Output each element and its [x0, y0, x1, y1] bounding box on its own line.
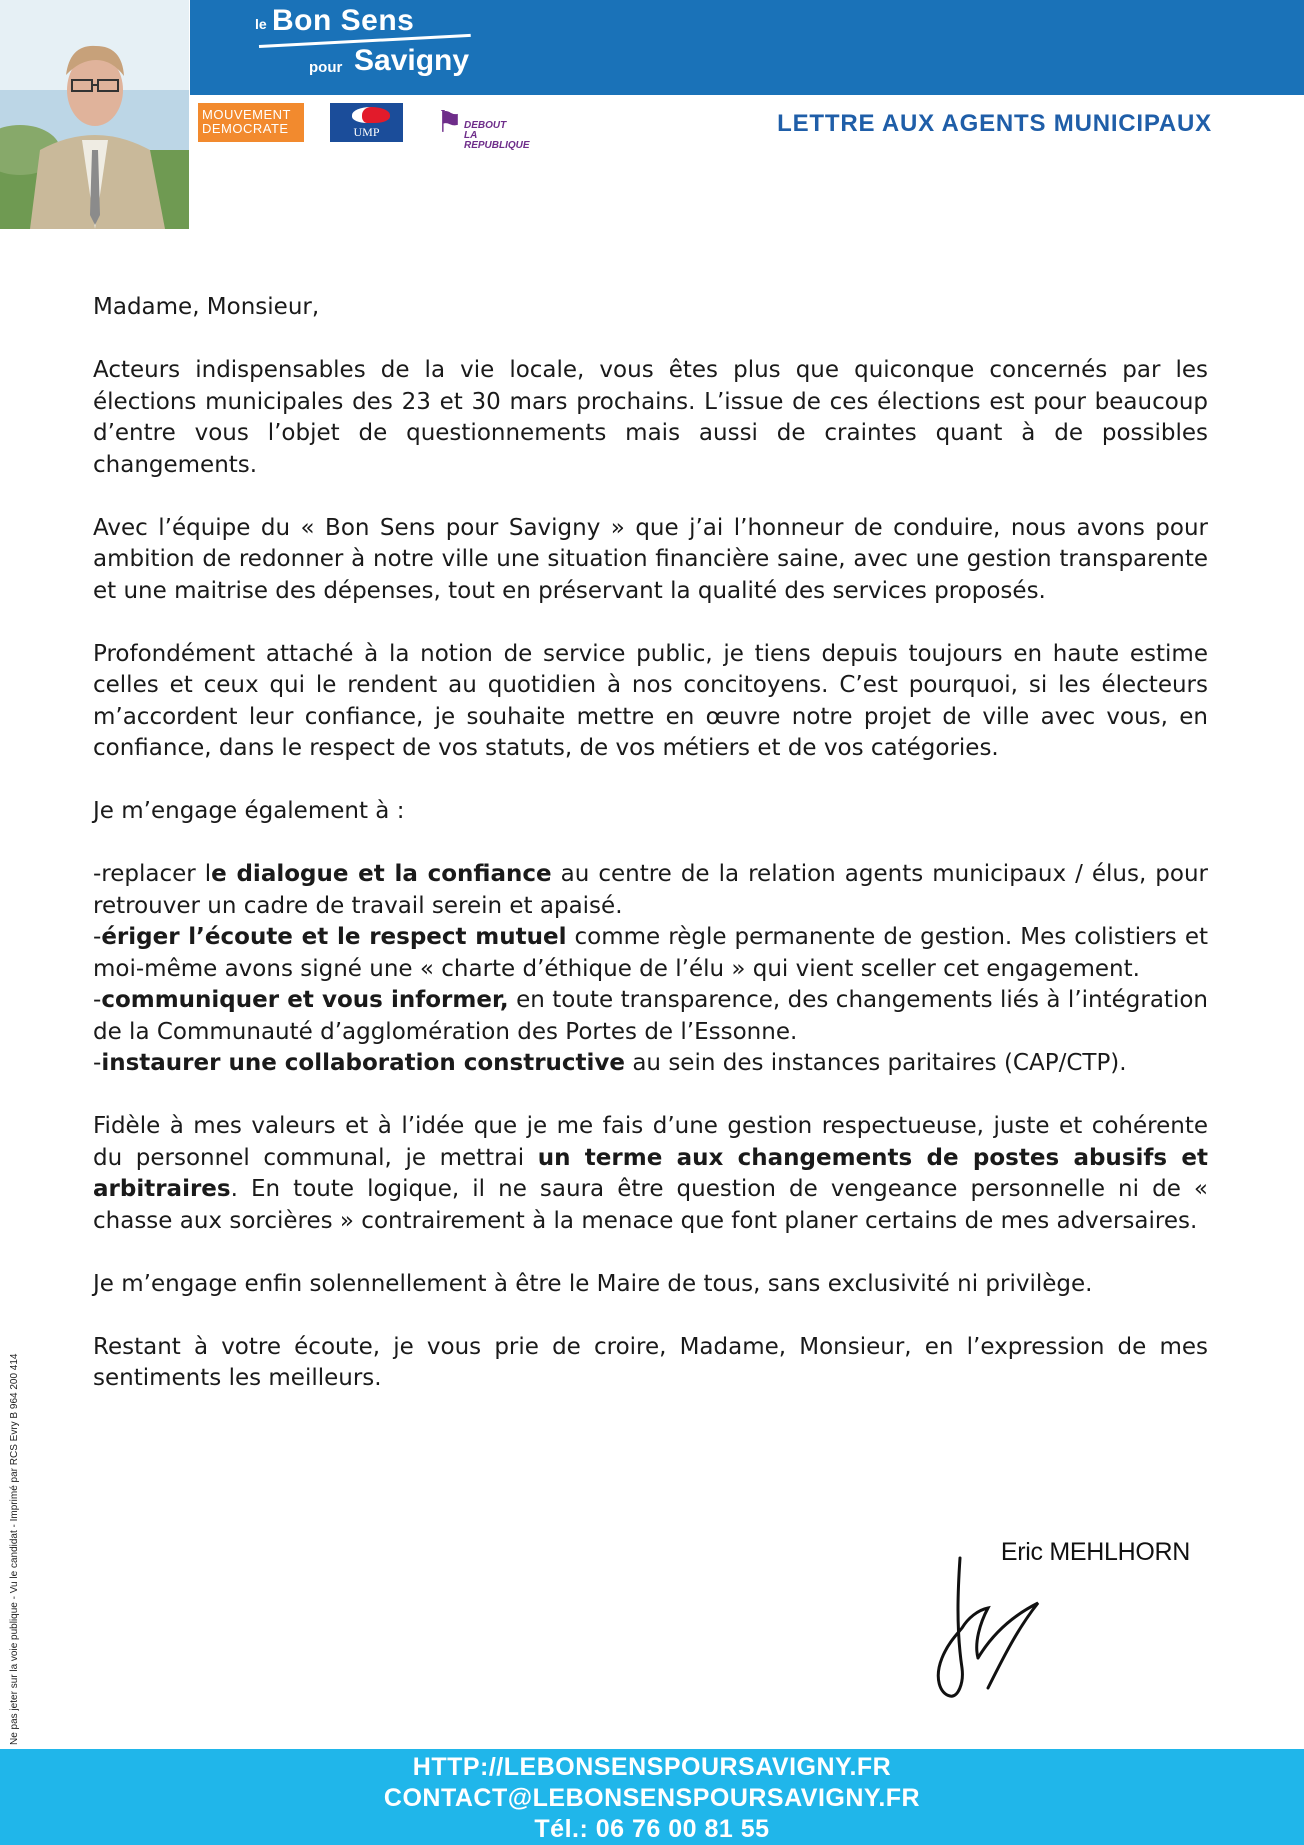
paragraph-5: Fidèle à mes valeurs et à l’idée que je me fais d’une gestion respectueuse, juste et cohérente du personnel communal, je mettrai un terme aux changements de postes abusifs et arbitraires. En toute logique, il ne saura être question de vengeance personnelle ni de « chasse aux sorcières » contrairement à la menace que font planer certains de mes adversaires. [93, 1113, 1208, 1234]
letter-body [93, 292, 1208, 1426]
salutation: Madame, Monsieur, [93, 294, 320, 320]
ump-logo [330, 103, 403, 142]
dlr-line-2: LA REPUBLIQUE [464, 130, 530, 151]
paragraph-4: Je m’engage également à : [93, 798, 405, 824]
signer-name: Eric MEHLHORN [1000, 1538, 1190, 1566]
footer-contact [0, 1749, 1304, 1845]
email-link[interactable]: CONTACT@LEBONSENSPOURSAVIGNY.FR [383, 1784, 921, 1812]
paragraph-3: Profondément attaché à la notion de service public, je tiens depuis toujours en haute estime celles et ceux qui le rendent au quotidien à nos concitoyens. C’est pourquoi, si les électeurs m’accordent leur confiance, je souhaite mettre en œuvre notre projet de ville avec vous, en confiance, dans le respect de vos statuts, de vos métiers et de vos catégories. [93, 640, 1208, 761]
paragraph-1: Acteurs indispensables de la vie locale, vous êtes plus que quiconque concernés par les élections municipales des 23 et 30 mars prochains. L’issue de ces élections est pour beaucoup d’entre vous l’objet de questionnements mais aussi de craintes quant à de possibles changements. [93, 357, 1208, 478]
commitment-item: -communiquer et vous informer, en toute transparence, des changements liés à l’intégration de la Communauté d’agglomération des Portes de l’Essonne. [93, 987, 1208, 1045]
ump-label: UMP [353, 125, 380, 139]
commitment-item: -ériger l’écoute et le respect mutuel comme règle permanente de gestion. Mes colistiers et moi-même avons signé une « charte d’éthique de l’élu » qui vient sceller cet engagement. [93, 924, 1208, 982]
legal-side-note: Ne pas jeter sur la voie publique - Vu le candidat - Imprimé par RCS Evry B 964 200 414 [9, 1353, 20, 1745]
letter-title: LETTRE AUX AGENTS MUNICIPAUX [777, 110, 1212, 137]
dlr-line-1: DEBOUT [464, 120, 507, 131]
logo-pour: pour [309, 59, 343, 76]
campaign-logo [255, 2, 495, 87]
paragraph-2: Avec l’équipe du « Bon Sens pour Savigny » que j’ai l’honneur de conduire, nous avons pour ambition de redonner à notre ville une situation financière saine, avec une gestion transparente et une maitrise des dépenses, tout en préservant la qualité des services proposés. [93, 514, 1208, 604]
modem-logo [198, 103, 304, 142]
signature [918, 1548, 1043, 1708]
phone-number: Tél.: 06 76 00 81 55 [534, 1815, 770, 1843]
modem-line-1: MOUVEMENT [202, 107, 291, 122]
paragraph-6: Je m’engage enfin solennellement à être le Maire de tous, sans exclusivité ni privilège. [93, 1270, 1093, 1297]
modem-line-2: DEMOCRATE [202, 121, 289, 136]
commitment-item: -replacer le dialogue et la confiance au centre de la relation agents municipaux / élus, pour retrouver un cadre de travail serein et apaisé. [93, 861, 1209, 919]
logo-le: le [255, 16, 267, 32]
commitment-item: -instaurer une collaboration constructive au sein des instances paritaires (CAP/CTP). [93, 1050, 1127, 1076]
candidate-photo [0, 0, 189, 229]
logo-savigny: Savigny [354, 44, 470, 77]
dlr-logo [434, 103, 544, 151]
paragraph-7: Restant à votre écoute, je vous prie de croire, Madame, Monsieur, en l’expression de mes sentiments les meilleurs. [93, 1333, 1208, 1391]
ump-flame-icon [352, 107, 390, 123]
dlr-symbol-icon: ⚑ [436, 105, 463, 140]
website-link[interactable]: HTTP://LEBONSENSPOURSAVIGNY.FR [412, 1753, 892, 1781]
logo-bon-sens: Bon Sens [272, 4, 415, 37]
